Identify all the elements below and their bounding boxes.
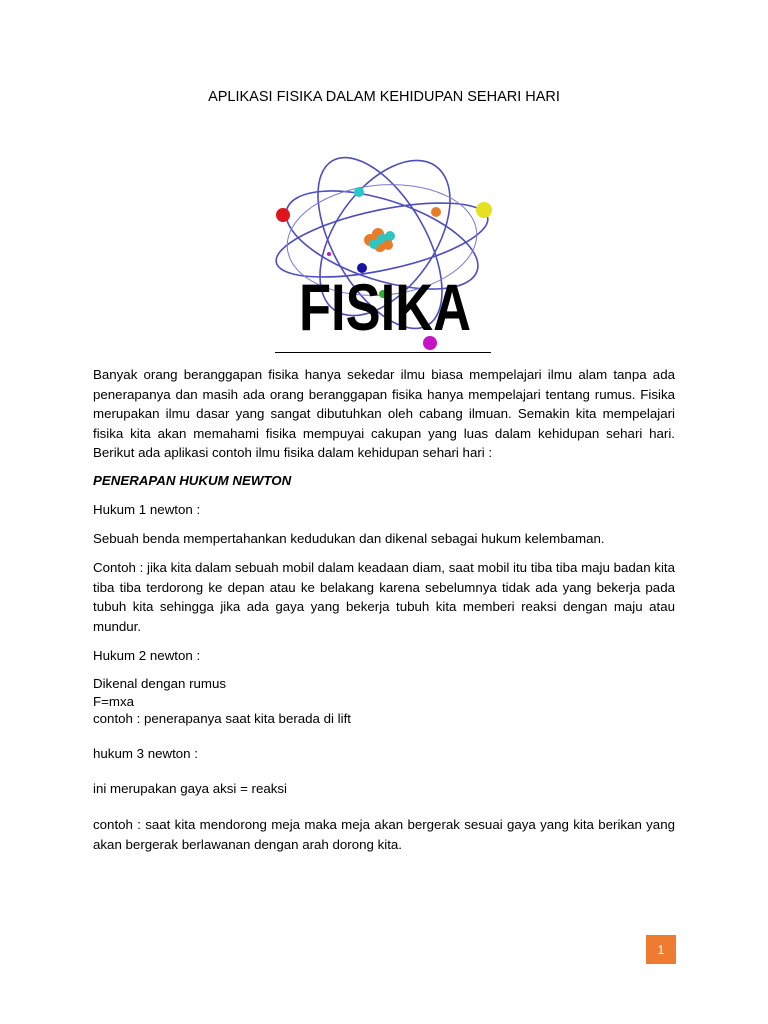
logo-text: FISIKA bbox=[299, 270, 471, 344]
logo-divider bbox=[275, 352, 491, 353]
law2-formula: F=mxa bbox=[93, 693, 135, 709]
law2-line-1: Dikenal dengan rumus bbox=[93, 676, 227, 691]
section-heading: PENERAPAN HUKUM NEWTON bbox=[93, 473, 292, 488]
law1-example: Contoh : jika kita dalam sebuah mobil dalam keadaan diam, saat mobil itu tiba tiba maju badan kita tiba tiba terdorong ke depan atau ke belakang karena sebelumnya tidak ada yang bekerja pada tubuh kita sehingga jika ada gaya yang bekerja tubuh kita memberi reaksi dengan maju atau mundur. bbox=[93, 560, 675, 634]
law3-example: contoh : saat kita mendorong meja maka meja akan bergerak sesuai gaya yang kita berikan yang akan bergerak berlawanan dengan arah dorong kita. bbox=[93, 817, 675, 852]
law1-description: Sebuah benda mempertahankan kedudukan dan dikenal sebagai hukum kelembaman. bbox=[93, 531, 605, 546]
intro-paragraph: Banyak orang beranggapan fisika hanya sekedar ilmu biasa mempelajari ilmu alam tanpa ada penerapanya dan masih ada orang beranggapan fisika hanya mempelajari tentang rumus. Fisika merupakan ilmu dasar yang sangat dibutuhkan oleh cabang ilmuan. Semakin kita mempelajari fisika kita akan memahami fisika mempuyai cakupan yang luas dalam kehidupan sehari hari. Berikut ada aplikasi contoh ilmu fisika dalam kehidupan sehari hari : bbox=[93, 367, 675, 461]
law3-description: ini merupakan gaya aksi = reaksi bbox=[93, 781, 288, 796]
law2-example: contoh : penerapanya saat kita berada di lift bbox=[93, 711, 351, 726]
page-number-badge: 1 bbox=[646, 935, 676, 964]
law1-heading: Hukum 1 newton : bbox=[93, 502, 201, 517]
document-title: APLIKASI FISIKA DALAM KEHIDUPAN SEHARI HARI bbox=[208, 89, 560, 105]
law2-heading: Hukum 2 newton : bbox=[93, 648, 201, 663]
law2-block bbox=[93, 675, 675, 728]
law3-heading: hukum 3 newton : bbox=[93, 746, 198, 761]
atom-nucleus bbox=[364, 228, 395, 252]
fisika-atom-logo bbox=[270, 148, 500, 358]
